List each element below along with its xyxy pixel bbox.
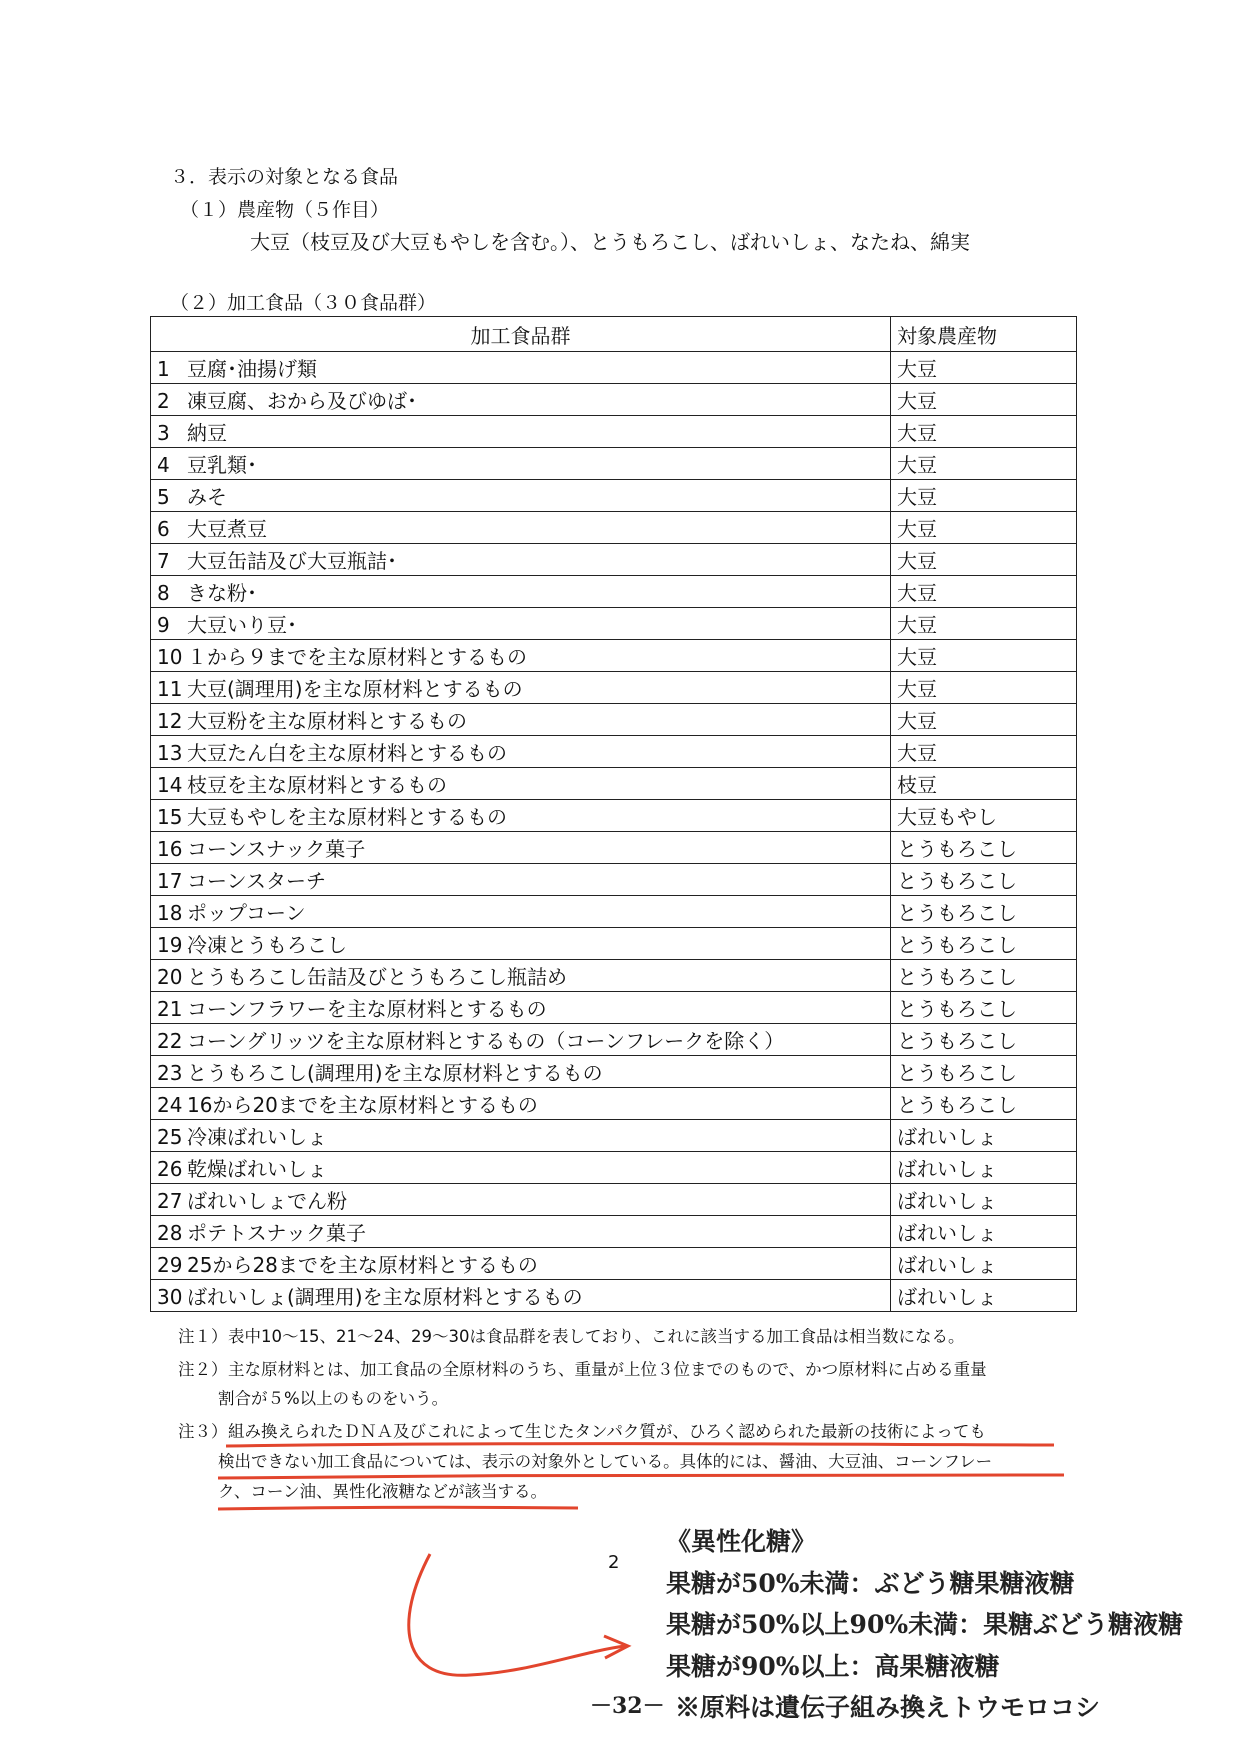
note-1-text: 表中10～15、21～24、29～30は食品群を表しており、これに該当する加工食品は相当数になる。 [228, 1327, 965, 1346]
food-group-name: ポテトスナック菓子 [187, 1221, 366, 1245]
row-number: 2 [157, 389, 170, 413]
target-crop-cell: とうもろこし [891, 864, 1077, 896]
target-crop-cell: 大豆 [891, 512, 1077, 544]
column-header-food-group: 加工食品群 [151, 317, 891, 352]
food-group-name: 大豆粉を主な原材料とするもの [187, 709, 467, 733]
target-crop-cell: 大豆 [891, 448, 1077, 480]
note-2-text-line-2: 割合が５%以上のものをいう。 [218, 1389, 449, 1408]
food-group-name: ばれいしょ(調理用)を主な原材料とするもの [187, 1285, 583, 1309]
food-group-name: 大豆いり豆･ [187, 613, 297, 637]
row-number: 4 [157, 453, 170, 477]
target-crop-cell: ばれいしょ [891, 1216, 1077, 1248]
row-number: 1 [157, 357, 170, 381]
food-group-name: 枝豆を主な原材料とするもの [187, 773, 447, 797]
food-group-name: ポップコーン [187, 901, 306, 925]
target-crop-cell: とうもろこし [891, 1088, 1077, 1120]
target-crop-cell: 大豆 [891, 672, 1077, 704]
food-group-name: コーンスナック菓子 [187, 837, 366, 861]
food-group-name: コーングリッツを主な原材料とするもの（コーンフレークを除く） [187, 1029, 785, 1053]
row-number: 27 [157, 1189, 183, 1213]
target-crop-cell: とうもろこし [891, 1024, 1077, 1056]
target-crop-cell: 大豆 [891, 608, 1077, 640]
row-number: 28 [157, 1221, 183, 1245]
row-number: 15 [157, 805, 183, 829]
red-underline-1 [226, 1444, 1054, 1446]
row-number: 24 [157, 1093, 183, 1117]
row-number: 3 [157, 421, 170, 445]
target-crop-cell: ばれいしょ [891, 1280, 1077, 1312]
row-number: 18 [157, 901, 183, 925]
food-group-name: きな粉･ [187, 581, 257, 605]
row-number: 17 [157, 869, 183, 893]
row-number: 25 [157, 1125, 183, 1149]
food-group-name: 冷凍ばれいしょ [187, 1125, 327, 1149]
target-crop-cell: とうもろこし [891, 896, 1077, 928]
target-crop-cell: 大豆 [891, 384, 1077, 416]
food-group-name: 25から28までを主な原材料とするもの [187, 1253, 538, 1277]
target-crop-cell: 大豆 [891, 544, 1077, 576]
target-crop-cell: とうもろこし [891, 1056, 1077, 1088]
processed-heading: （２）加工食品（３０食品群） [170, 292, 437, 314]
row-number: 10 [157, 645, 183, 669]
row-number: 16 [157, 837, 183, 861]
food-group-name: コーンスターチ [187, 869, 326, 893]
target-crop-cell: 大豆 [891, 640, 1077, 672]
annotation-line-2: 果糖が50%以上90%未満：果糖ぶどう糖液糖 [666, 1610, 1184, 1639]
food-group-name: 大豆煮豆 [187, 517, 267, 541]
note-3-text-line-1: 組み換えられたＤＮＡ及びこれによって生じたタンパク質が、ひろく認められた最新の技術によっても [228, 1422, 986, 1441]
target-crop-cell: ばれいしょ [891, 1184, 1077, 1216]
annotation-title: 《異性化糖》 [666, 1527, 817, 1556]
food-group-name: 凍豆腐、おから及びゆば･ [187, 389, 417, 413]
food-group-name: 納豆 [187, 421, 227, 445]
food-group-name: 大豆もやしを主な原材料とするもの [187, 805, 507, 829]
page-number: －32－ [590, 1693, 665, 1719]
number-mark: 2 [608, 1552, 620, 1573]
row-number: 6 [157, 517, 170, 541]
target-crop-cell: 大豆 [891, 704, 1077, 736]
note-2-label: 注２） [178, 1360, 228, 1379]
food-group-name: 乾燥ばれいしょ [187, 1157, 327, 1181]
row-number: 13 [157, 741, 183, 765]
row-number: 29 [157, 1253, 183, 1277]
annotation-line-1: 果糖が50%未満：ぶどう糖果糖液糖 [666, 1569, 1075, 1598]
row-number: 20 [157, 965, 183, 989]
food-group-name: コーンフラワーを主な原材料とするもの [187, 997, 547, 1021]
target-crop-cell: 大豆 [891, 352, 1077, 384]
food-group-name: 大豆たん白を主な原材料とするもの [187, 741, 507, 765]
row-number: 19 [157, 933, 183, 957]
food-group-name: 16から20までを主な原材料とするもの [187, 1093, 538, 1117]
red-arrow [409, 1554, 625, 1675]
target-crop-cell: とうもろこし [891, 992, 1077, 1024]
section-heading: ３．表示の対象となる食品 [170, 166, 399, 188]
target-crop-cell: 大豆もやし [891, 800, 1077, 832]
note-1-label: 注１） [178, 1327, 228, 1346]
food-group-name: 大豆缶詰及び大豆瓶詰･ [187, 549, 397, 573]
target-crop-cell: とうもろこし [891, 928, 1077, 960]
target-crop-cell: 大豆 [891, 736, 1077, 768]
target-crop-cell: ばれいしょ [891, 1120, 1077, 1152]
target-crop-cell: とうもろこし [891, 832, 1077, 864]
target-crop-cell: 枝豆 [891, 768, 1077, 800]
food-group-name: 豆腐･油揚げ類 [187, 357, 317, 381]
row-number: 11 [157, 677, 183, 701]
column-header-target-crop: 対象農産物 [891, 317, 1077, 352]
row-number: 5 [157, 485, 170, 509]
note-3-text-line-3: ク、コーン油、異性化液糖などが該当する。 [218, 1482, 548, 1501]
row-number: 7 [157, 549, 170, 573]
target-crop-cell: 大豆 [891, 480, 1077, 512]
food-group-name: みそ [187, 485, 227, 509]
row-number: 8 [157, 581, 170, 605]
target-crop-cell: 大豆 [891, 416, 1077, 448]
row-number: 23 [157, 1061, 183, 1085]
note-2-text-line-1: 主な原材料とは、加工食品の全原材料のうち、重量が上位３位までのもので、かつ原材料に占める重量 [228, 1360, 987, 1379]
row-number: 26 [157, 1157, 183, 1181]
crops-list: 大豆（枝豆及び大豆もやしを含む。）、とうもろこし、ばれいしょ、なたね、綿実 [250, 230, 970, 254]
red-underline-2 [218, 1475, 1064, 1478]
food-group-name: とうもろこし缶詰及びとうもろこし瓶詰め [187, 965, 567, 989]
target-crop-cell: とうもろこし [891, 960, 1077, 992]
food-group-name: 豆乳類･ [187, 453, 257, 477]
food-group-name: １から９までを主な原材料とするもの [187, 645, 527, 669]
row-number: 14 [157, 773, 183, 797]
row-number: 22 [157, 1029, 183, 1053]
row-number: 30 [157, 1285, 183, 1309]
food-group-name: ばれいしょでん粉 [187, 1189, 347, 1213]
row-number: 9 [157, 613, 170, 637]
target-crop-cell: ばれいしょ [891, 1248, 1077, 1280]
target-crop-cell: 大豆 [891, 576, 1077, 608]
row-number: 21 [157, 997, 183, 1021]
target-crop-cell: ばれいしょ [891, 1152, 1077, 1184]
food-group-name: 冷凍とうもろこし [187, 933, 347, 957]
food-group-name: とうもろこし(調理用)を主な原材料とするもの [187, 1061, 603, 1085]
row-number: 12 [157, 709, 183, 733]
red-underline-3 [218, 1507, 578, 1509]
note-3-text-line-2: 検出できない加工食品については、表示の対象外としている。具体的には、醤油、大豆油、コーンフレー [218, 1452, 993, 1471]
crops-heading: （１）農産物（５作目） [180, 199, 390, 221]
note-3-label: 注３） [178, 1422, 228, 1441]
annotation-line-4: ※原料は遺伝子組み換えトウモロコシ [675, 1693, 1101, 1722]
annotation-line-3: 果糖が90%以上：高果糖液糖 [666, 1652, 1000, 1681]
food-group-name: 大豆(調理用)を主な原材料とするもの [187, 677, 523, 701]
